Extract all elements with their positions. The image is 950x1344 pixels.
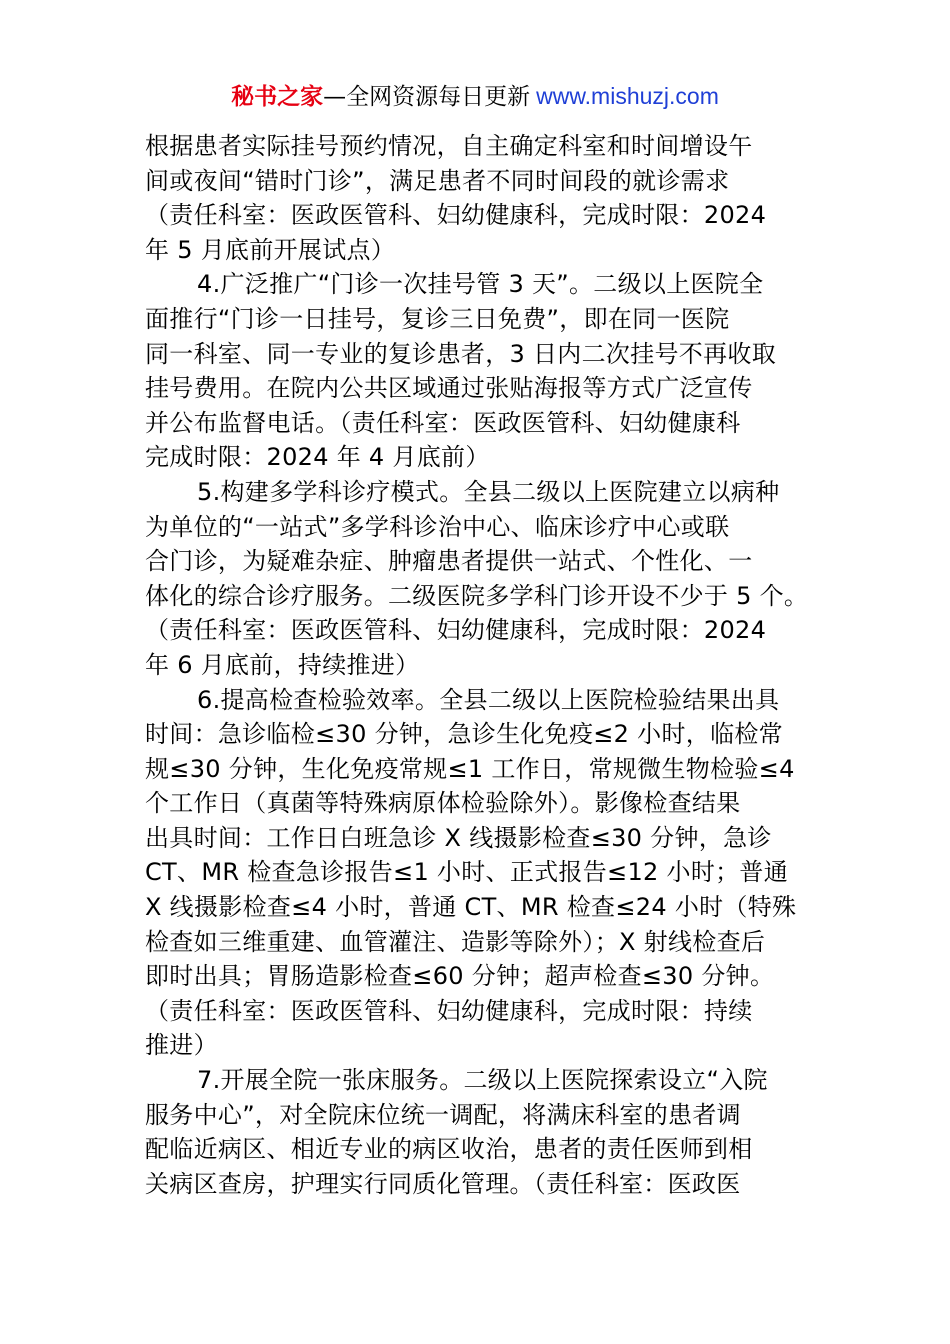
text-line: 出具时间：工作日白班急诊 X 线摄影检查≤30 分钟，急诊: [145, 823, 772, 852]
page-header: [0, 80, 950, 113]
paragraph-item-5-start: 5.构建多学科诊疗模式。全县二级以上医院建立以病种: [197, 477, 780, 506]
text-line: 即时出具；胃肠造影检查≤60 分钟；超声检查≤30 分钟。: [145, 962, 775, 991]
document-body: [145, 129, 810, 1201]
text-line: CT、MR 检查急诊报告≤1 小时、正式报告≤12 小时；普通: [145, 858, 789, 887]
text-line: 配临近病区、相近专业的病区收治，患者的责任医师到相: [145, 1135, 753, 1164]
text-line: 间或夜间“错时门诊”，满足患者不同时间段的就诊需求: [145, 166, 730, 195]
text-line: 规≤30 分钟，生化免疫常规≤1 工作日，常规微生物检验≤4: [145, 754, 795, 783]
website-link[interactable]: www.mishuzj.com: [536, 83, 719, 109]
text-line: 推进）: [145, 1031, 218, 1060]
text-line: 根据患者实际挂号预约情况，自主确定科室和时间增设午: [145, 132, 753, 160]
text-line: 同一科室、同一专业的复诊患者，3 日内二次挂号不再收取: [145, 339, 776, 368]
paragraph-item-7-start: 7.开展全院一张床服务。二级以上医院探索设立“入院: [197, 1066, 768, 1095]
text-line: 个工作日（真菌等特殊病原体检验除外）。影像检查结果: [145, 789, 741, 818]
text-line: （责任科室：医政医管科、妇幼健康科，完成时限：持续: [145, 996, 753, 1025]
text-line: 检查如三维重建、血管灌注、造影等除外）；X 射线检查后: [145, 927, 766, 956]
text-line: 年 6 月底前，持续推进）: [145, 650, 420, 679]
text-line: X 线摄影检查≤4 小时，普通 CT、MR 检查≤24 小时（特殊: [145, 893, 797, 922]
text-line: 并公布监督电话。（责任科室：医政医管科、妇幼健康科: [145, 408, 741, 437]
header-tagline: —全网资源每日更新: [323, 84, 531, 110]
text-line: 时间：急诊临检≤30 分钟，急诊生化免疫≤2 小时，临检常: [145, 720, 783, 749]
text-line: 关病区查房，护理实行同质化管理。（责任科室：医政医: [145, 1169, 741, 1198]
paragraph-item-4-start: 4.广泛推广“门诊一次挂号管 3 天”。二级以上医院全: [197, 270, 764, 299]
text-line: 服务中心”，对全院床位统一调配，将满床科室的患者调: [145, 1100, 741, 1129]
brand-name: 秘书之家: [231, 84, 324, 110]
text-line: （责任科室：医政医管科、妇幼健康科，完成时限：2024: [145, 616, 767, 645]
paragraph-item-6-start: 6.提高检查检验效率。全县二级以上医院检验结果出具: [197, 685, 780, 714]
text-line: 合门诊，为疑难杂症、肿瘤患者提供一站式、个性化、一: [145, 547, 753, 576]
text-line: 完成时限：2024 年 4 月底前）: [145, 443, 490, 472]
text-line: 挂号费用。在院内公共区域通过张贴海报等方式广泛宣传: [145, 374, 753, 403]
text-line: 年 5 月底前开展试点）: [145, 235, 396, 264]
text-line: 体化的综合诊疗服务。二级医院多学科门诊开设不少于 5 个。: [145, 581, 809, 610]
text-line: 面推行“门诊一日挂号，复诊三日免费”，即在同一医院: [145, 304, 730, 333]
text-line: （责任科室：医政医管科、妇幼健康科，完成时限：2024: [145, 201, 767, 230]
text-line: 为单位的“一站式”多学科诊治中心、临床诊疗中心或联: [145, 512, 730, 541]
